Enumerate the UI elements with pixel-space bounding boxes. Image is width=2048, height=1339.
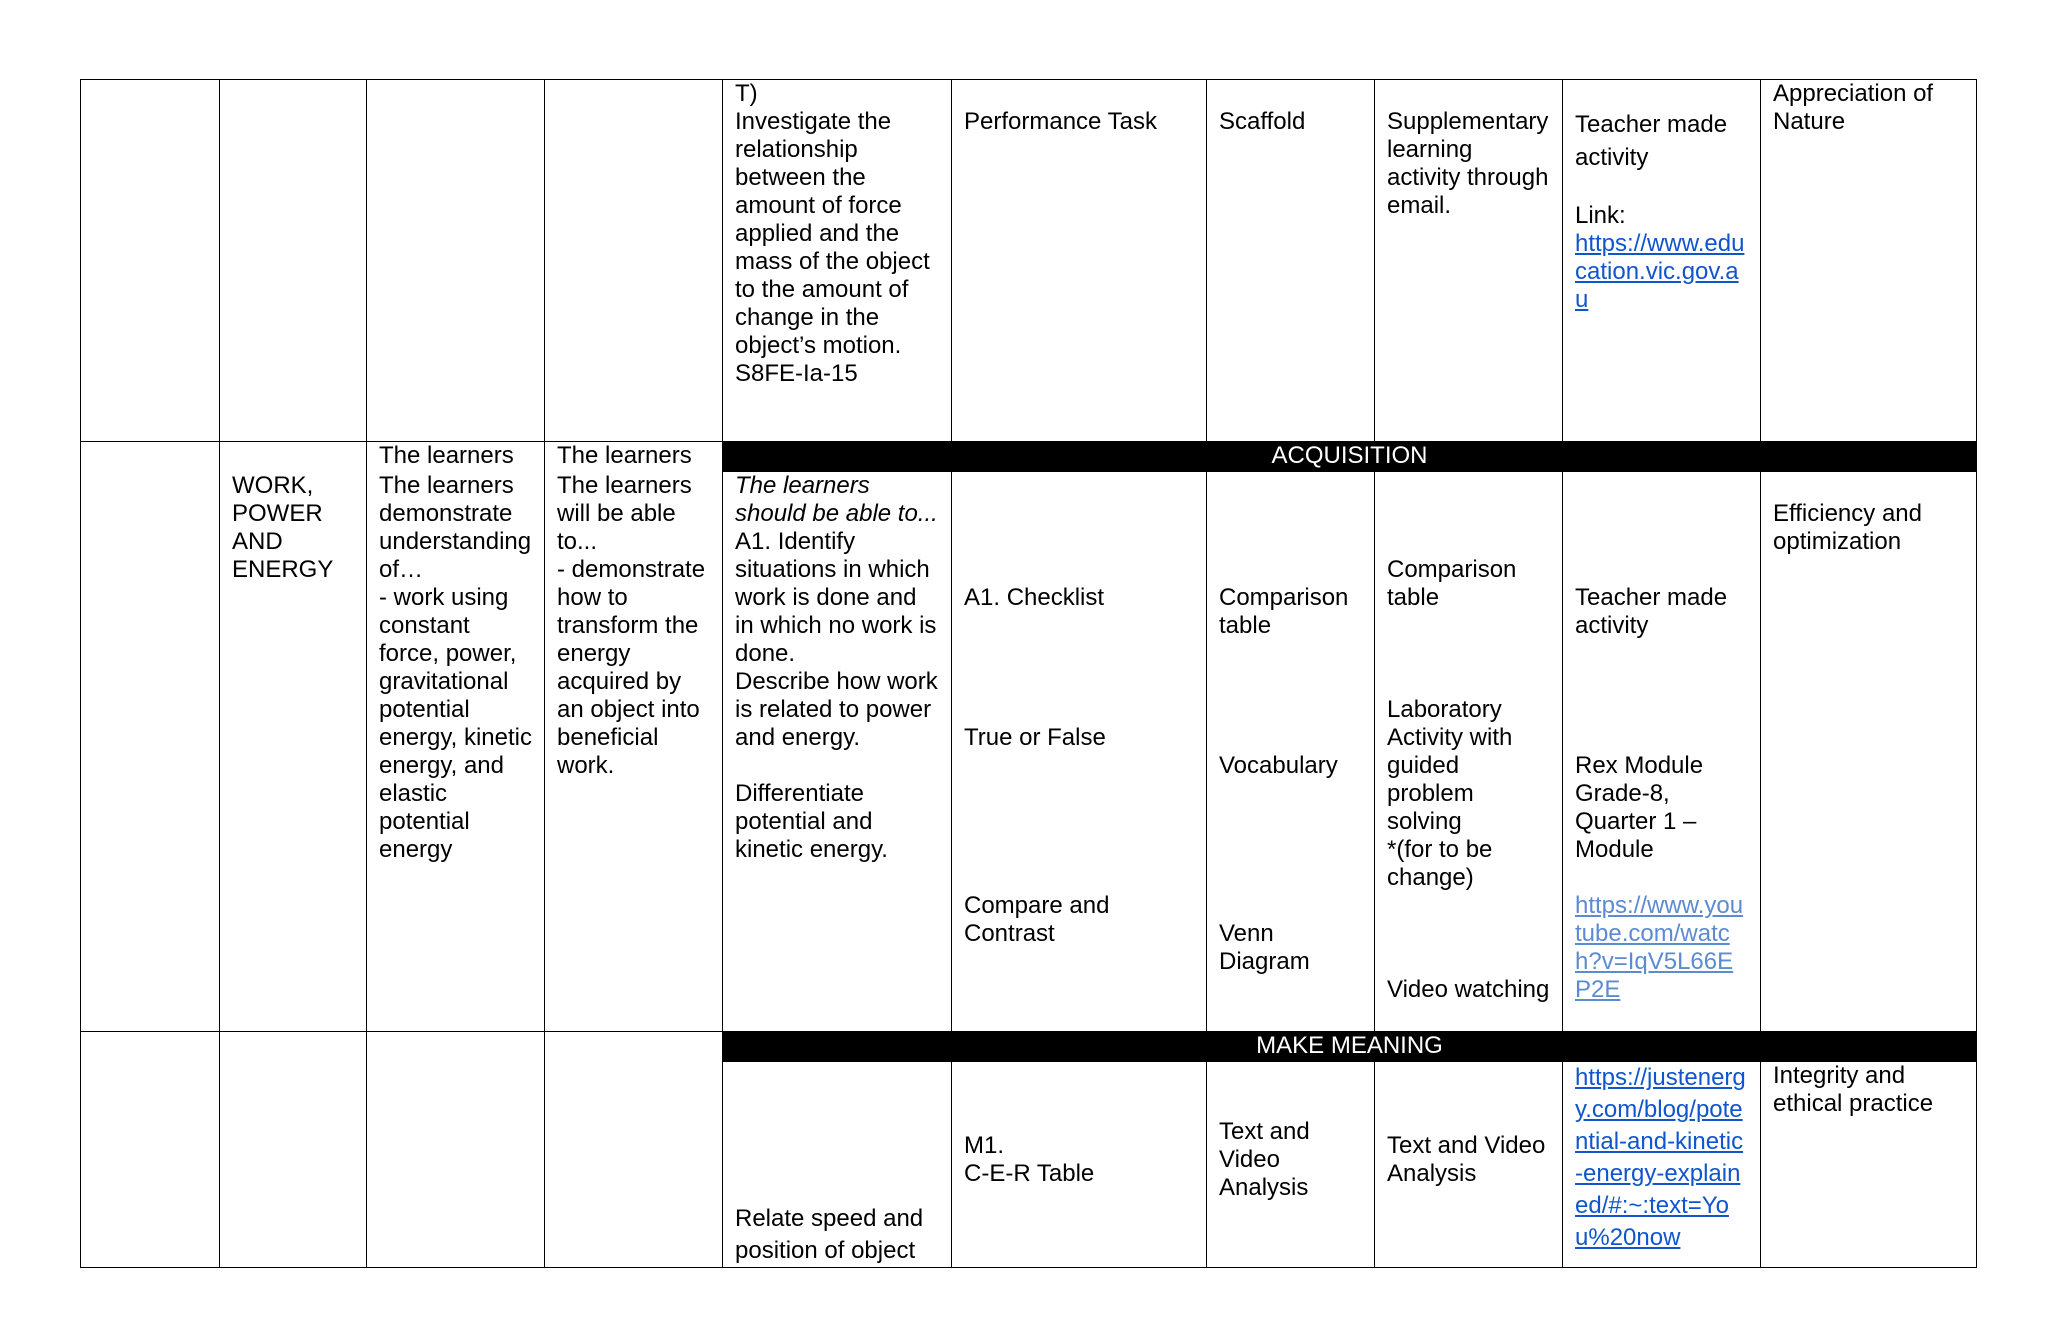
differentiation-cell	[1207, 80, 1375, 442]
diff-comparison-table: Comparison table	[1219, 584, 1349, 639]
resources-cell	[1563, 472, 1761, 1032]
values-cell: Appreciation of Nature	[1761, 80, 1977, 442]
resources-cell	[1563, 1062, 1761, 1268]
topic-cell	[220, 472, 367, 1032]
lesson-plan-table	[80, 79, 1977, 1268]
content-standard-cell	[367, 472, 545, 1032]
competency-cell	[723, 472, 952, 1032]
empty-cell	[220, 1032, 367, 1062]
empty-cell	[545, 1032, 723, 1062]
table-row	[81, 1062, 1977, 1268]
empty-cell	[81, 442, 220, 472]
competency-cell: T) Investigate the relationship between the amount of force applied and the mass of the object to the amount of change in the object’s motion. S8FE-Ia-15	[723, 80, 952, 442]
acquisition-banner-row	[81, 442, 1977, 472]
empty-cell	[367, 80, 545, 442]
empty-cell	[367, 1062, 545, 1268]
performance-standard-cell	[545, 472, 723, 1032]
resources-teacher-made: Teacher made activity	[1575, 584, 1728, 639]
empty-cell	[81, 80, 220, 442]
empty-cell	[220, 442, 367, 472]
diff-venn-diagram: Venn Diagram	[1219, 920, 1310, 975]
empty-cell	[220, 80, 367, 442]
offline-text: Supplementary learning activity through email.	[1387, 108, 1549, 219]
resources-cell	[1563, 80, 1761, 442]
table-row	[81, 472, 1977, 1032]
offline-text-video: Text and Video Analysis	[1387, 1132, 1546, 1187]
content-standard-top: The learners	[367, 442, 545, 472]
assessment-compare: Compare and Contrast	[964, 892, 1110, 947]
assessment-checklist: A1. Checklist	[964, 584, 1105, 611]
education-vic-link[interactable]: https://www.education.vic.gov.au	[1575, 230, 1745, 313]
make-meaning-banner-row	[81, 1032, 1977, 1062]
diff-vocabulary: Vocabulary	[1219, 752, 1338, 779]
make-meaning-banner: MAKE MEANING	[723, 1032, 1977, 1062]
values-text: Efficiency and optimization	[1773, 500, 1922, 555]
offline-cell	[1375, 1062, 1563, 1268]
content-standard-text: The learners demonstrate understanding of… - work using constant force, power, gravitational potential energy, kinetic energy, and elastic potential energy	[379, 471, 532, 863]
competency-intro: The learners should be able to...	[735, 472, 938, 527]
differentiation-text: Scaffold	[1219, 108, 1306, 135]
offline-cell	[1375, 80, 1563, 442]
topic-text: WORK, POWER AND ENERGY	[232, 471, 334, 583]
assessment-cer-table: M1. C-E-R Table	[964, 1132, 1095, 1187]
performance-standard-text: The learners will be able to... - demonstrate how to transform the energy acquired by an object into beneficial work.	[557, 471, 706, 779]
offline-comparison-table: Comparison table	[1387, 556, 1517, 611]
competency-b: Differentiate potential and kinetic energy.	[735, 780, 888, 863]
empty-cell	[220, 1062, 367, 1268]
assessment-cell	[952, 472, 1207, 1032]
values-cell: Integrity and ethical practice	[1761, 1062, 1977, 1268]
diff-text-video: Text and Video Analysis	[1219, 1118, 1310, 1201]
differentiation-cell	[1207, 472, 1375, 1032]
youtube-link[interactable]: https://www.youtube.com/watch?v=IqV5L66EP2E	[1575, 892, 1744, 1003]
offline-video-watching: Video watching	[1387, 976, 1550, 1003]
competency-a: A1. Identify situations in which work is done and in which no work is done. Describe how work is related to power and energy.	[735, 528, 938, 751]
values-cell	[1761, 472, 1977, 1032]
assessment-cell	[952, 1062, 1207, 1268]
empty-cell	[545, 80, 723, 442]
assessment-text: Performance Task	[964, 108, 1157, 135]
differentiation-cell	[1207, 1062, 1375, 1268]
performance-standard-top: The learners	[545, 442, 723, 472]
resources-text: Teacher made activity	[1575, 111, 1728, 171]
link-label: Link:	[1575, 202, 1626, 229]
empty-cell	[81, 472, 220, 1032]
competency-cell: Relate speed and position of object	[723, 1062, 952, 1268]
empty-cell	[367, 1032, 545, 1062]
acquisition-banner: ACQUISITION	[723, 442, 1977, 472]
table-row	[81, 80, 1977, 442]
justenergy-link[interactable]: https://justenergy.com/blog/potential-and-kinetic-energy-explained/#:~:text=You%20now	[1575, 1064, 1746, 1251]
assessment-true-false: True or False	[964, 724, 1106, 751]
empty-cell	[81, 1062, 220, 1268]
offline-cell	[1375, 472, 1563, 1032]
resources-rex-module: Rex Module Grade-8, Quarter 1 – Module	[1575, 752, 1704, 863]
offline-lab-activity: Laboratory Activity with guided problem solving *(for to be change)	[1387, 696, 1513, 891]
empty-cell	[545, 1062, 723, 1268]
empty-cell	[81, 1032, 220, 1062]
assessment-cell	[952, 80, 1207, 442]
